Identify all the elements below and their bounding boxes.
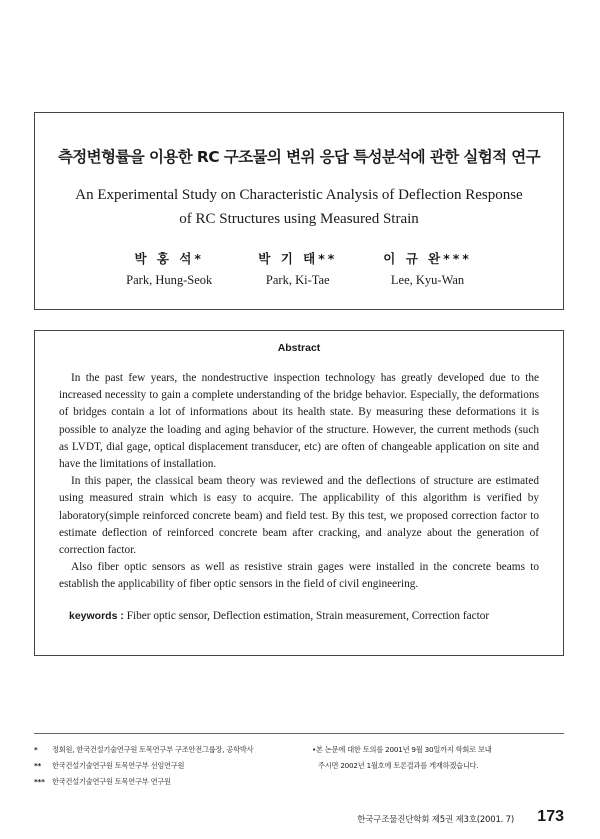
discussion-notice [312, 742, 564, 774]
journal-citation: 한국구조물진단학회 제5권 제3호(2001. 7) [357, 815, 514, 825]
english-title-line-1: An Experimental Study on Characteristic Analysis of Deflection Response [75, 187, 523, 203]
footnote-2-text: 한국건설기술연구원 토목연구부 선임연구원 [52, 761, 185, 770]
footnote-1 [34, 742, 304, 758]
page-number: 173 [537, 808, 564, 825]
keywords-line [59, 610, 539, 622]
author-1-english-name: Park, Hung-Seok [126, 273, 213, 287]
keywords-label: keywords : [69, 609, 124, 622]
keywords-text: Fiber optic sensor, Deflection estimation, Strain measurement, Correction factor [126, 609, 490, 622]
author-3 [383, 249, 472, 288]
abstract-paragraph-3: Also fiber optic sensors as well as resistive strain gages were installed in the concrete beams to establish the applicability of fiber optic sensors in the field of civil engineering. [59, 561, 539, 591]
author-2 [258, 249, 337, 288]
footnote-2-mark: ** [34, 761, 42, 770]
discussion-notice-text-1: 본 논문에 대한 토의를 2001년 9월 30일까지 학회로 보내 [316, 745, 492, 754]
footnote-2 [34, 758, 304, 774]
footnote-1-text: 정회원, 한국건설기술연구원 토목연구부 구조안전그룹장, 공학박사 [52, 745, 254, 754]
abstract-paragraph-2: In this paper, the classical beam theory was reviewed and the deflections of structure are estimated using measured strain which is easy to acquire. The applicability of this algorithm is verified by laboratory(simple reinforced concrete beam) and field test. By this test, we proposed correction factor to estimate deflection of reinforced concrete beam after cracking, and analyze about the generation of correction factor. [59, 475, 539, 557]
english-title [35, 183, 563, 231]
author-list [35, 249, 563, 288]
discussion-notice-line-2: 주시면 2002년 1월호에 토론결과를 게재하겠습니다. [318, 761, 479, 770]
footnote-3 [34, 774, 304, 790]
title-box [34, 112, 564, 310]
abstract-paragraph-1: In the past few years, the nondestructive inspection technology has greatly developed due to the increased necessity to gain a complete understanding of the bridge behavior. Especially, the deformations of bridges contain a lot of informations about its health state. By measuring these deformations it is possible to analyze the loading and aging behavior of the structure. However, the current methods (such as LVDT, dial gage, optical displacement transducer, etc) are often of changeable application on site and have the limitations of installation. [59, 372, 539, 471]
footnote-3-mark: *** [34, 777, 45, 786]
author-1-korean-name: 박 홍 석* [134, 251, 204, 266]
abstract-box [34, 330, 564, 656]
author-1 [126, 249, 212, 288]
footnote-divider [34, 733, 564, 734]
discussion-notice-line-1 [312, 742, 564, 758]
abstract-heading: Abstract [277, 342, 321, 354]
author-affiliation-footnotes [34, 742, 304, 790]
author-3-english-name: Lee, Kyu-Wan [390, 273, 465, 287]
author-3-korean-name: 이 규 완*** [383, 251, 472, 266]
author-2-korean-name: 박 기 태** [258, 251, 338, 266]
author-2-english-name: Park, Ki-Tae [265, 273, 330, 287]
korean-title: 측정변형률을 이용한 RC 구조물의 변위 응답 특성분석에 관한 실험적 연구 [57, 148, 541, 166]
footnote-3-text: 한국건설기술연구원 토목연구부 연구원 [52, 777, 171, 786]
english-title-line-2: of RC Structures using Measured Strain [179, 211, 419, 227]
footnote-1-mark: * [34, 745, 38, 754]
bullet-icon: • [312, 745, 317, 754]
